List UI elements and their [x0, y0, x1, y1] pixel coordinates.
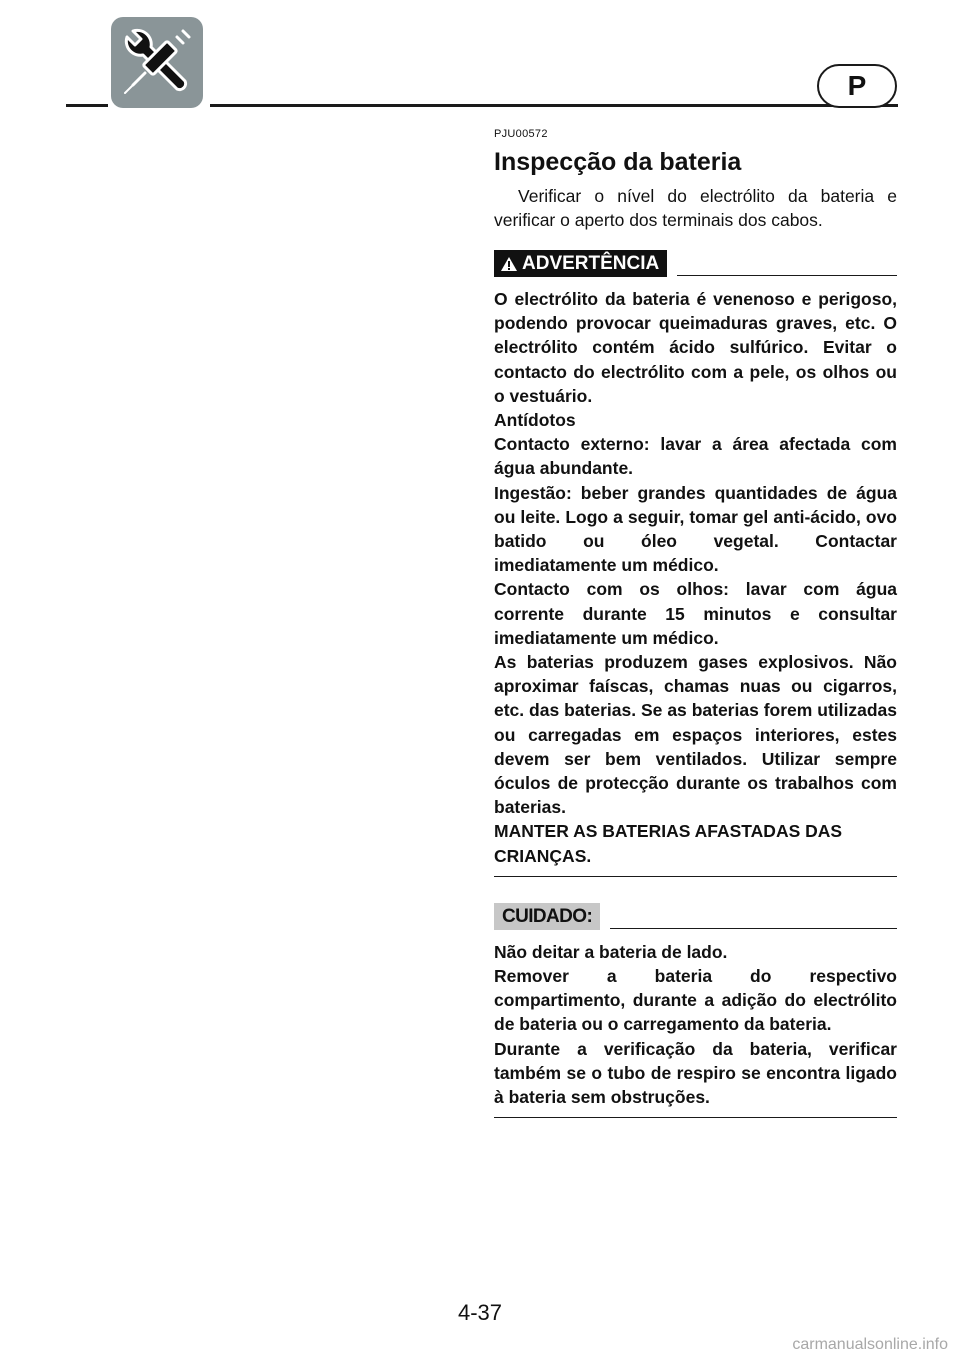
header-rule-left	[66, 104, 108, 107]
caution-paragraph: Durante a verificação da bateria, verificar também se o tubo de respiro se encontra ligado à bateria sem obstruções.	[494, 1038, 897, 1108]
caution-header-rule	[610, 928, 897, 929]
caution-body	[494, 940, 897, 1109]
warning-triangle-icon	[500, 256, 518, 272]
caution-paragraph: Não deitar a bateria de lado.	[494, 941, 728, 962]
page-content	[494, 120, 897, 1118]
warning-label	[494, 250, 667, 277]
language-badge: P	[817, 64, 897, 108]
warning-paragraph: O electrólito da bateria é venenoso e perigoso, podendo provocar queimaduras graves, etc. O electrólito contém ácido sulfúrico. Evitar o contacto do electrólito com a pele, os olhos ou o vestuário.	[494, 289, 897, 406]
warning-label-text: ADVERTÊNCIA	[522, 253, 660, 274]
warning-paragraph: MANTER AS BATERIAS AFASTADAS DAS CRIANÇAS.	[494, 821, 843, 866]
caution-end-rule	[494, 1117, 897, 1118]
warning-header-rule	[677, 275, 897, 276]
watermark[interactable]: carmanualsonline.info	[792, 1336, 948, 1353]
warning-paragraph: Ingestão: beber grandes quantidades de água ou leite. Logo a seguir, tomar gel anti-ácido, ovo batido ou óleo vegetal. Contactar imediatamente um médico.	[494, 482, 897, 576]
section-intro: Verificar o nível do electrólito da bateria e verificar o aperto dos terminais dos cabos.	[494, 186, 897, 230]
section-title: Inspecção da bateria	[494, 148, 742, 176]
warning-paragraph: Contacto com os olhos: lavar com água corrente durante 15 minutos e consultar imediatamente um médico.	[494, 579, 897, 648]
page-number: 4-37	[457, 1300, 503, 1325]
caution-label: CUIDADO:	[494, 903, 600, 930]
warning-end-rule	[494, 876, 897, 877]
caution-header	[494, 903, 897, 930]
section-code: PJU00572	[494, 128, 548, 140]
warning-paragraph: Contacto externo: lavar a área afectada com água abundante.	[494, 434, 897, 479]
warning-paragraph: As baterias produzem gases explosivos. Não aproximar faíscas, chamas nuas ou cigarros, etc. das baterias. Se as baterias forem utilizadas ou carregadas em espaços interiores, estes devem ser bem ventilados. Utilizar sempre óculos de protecção durante os trabalhos com baterias.	[494, 652, 897, 818]
tools-icon	[111, 17, 203, 108]
header-rule-right	[210, 104, 898, 107]
warning-body	[494, 287, 897, 868]
warning-paragraph: Antídotos	[494, 410, 576, 431]
warning-header	[494, 250, 897, 277]
caution-paragraph: Remover a bateria do respectivo compartimento, durante a adição do electrólito de bateria ou o carregamento da bateria.	[494, 966, 897, 1035]
